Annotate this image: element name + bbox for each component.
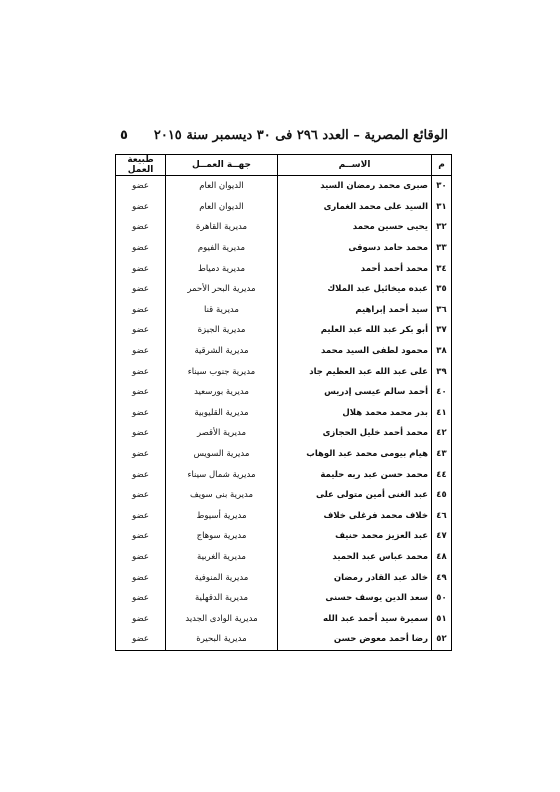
table-row: [116, 567, 452, 588]
cell-name: السيد على محمد الغمارى: [278, 197, 432, 218]
cell-entity: مديرية سوهاج: [166, 526, 278, 547]
cell-entity: مديرية البحيرة: [166, 629, 278, 650]
cell-num: ٤٢: [432, 423, 452, 444]
cell-num: ٤١: [432, 403, 452, 424]
gazette-title: الوقائع المصرية – العدد ٢٩٦ فى ٣٠ ديسمبر سنة ٢٠١٥: [153, 128, 448, 143]
cell-name: عبده ميخائيل عبد الملاك: [278, 279, 432, 300]
cell-nature: عضو: [116, 608, 166, 629]
cell-name: سعد الدين يوسف حسنى: [278, 588, 432, 609]
table-row: [116, 403, 452, 424]
cell-name: محمود لطفى السيد محمد: [278, 341, 432, 362]
cell-name: عبد الغنى أمين متولى على: [278, 485, 432, 506]
cell-entity: مديرية القاهرة: [166, 217, 278, 238]
cell-entity: مديرية الشرقية: [166, 341, 278, 362]
table-body: [116, 176, 452, 651]
cell-num: ٣٢: [432, 217, 452, 238]
cell-entity: مديرية البحر الأحمر: [166, 279, 278, 300]
table-row: [116, 547, 452, 568]
cell-name: سيد أحمد إبراهيم: [278, 300, 432, 321]
cell-nature: عضو: [116, 279, 166, 300]
cell-name: خلاف محمد فرغلى خلاف: [278, 506, 432, 527]
cell-num: ٣٠: [432, 176, 452, 197]
cell-num: ٣٧: [432, 320, 452, 341]
table-row: [116, 588, 452, 609]
table-row: [116, 485, 452, 506]
cell-nature: عضو: [116, 423, 166, 444]
cell-name: رضا أحمد معوض حسن: [278, 629, 432, 650]
cell-num: ٣٩: [432, 361, 452, 382]
cell-num: ٣٨: [432, 341, 452, 362]
cell-name: هيام بيومى محمد عبد الوهاب: [278, 444, 432, 465]
cell-nature: عضو: [116, 567, 166, 588]
table-row: [116, 217, 452, 238]
cell-num: ٤٩: [432, 567, 452, 588]
cell-entity: الديوان العام: [166, 197, 278, 218]
cell-name: أبو بكر عبد الله عبد العليم: [278, 320, 432, 341]
cell-entity: مديرية القليوبية: [166, 403, 278, 424]
cell-name: محمد حسن عبد ربه حليمة: [278, 464, 432, 485]
table-row: [116, 176, 452, 197]
cell-entity: مديرية قنا: [166, 300, 278, 321]
cell-nature: عضو: [116, 176, 166, 197]
table-row: [116, 361, 452, 382]
table-row: [116, 238, 452, 259]
cell-num: ٤٤: [432, 464, 452, 485]
cell-nature: عضو: [116, 361, 166, 382]
cell-num: ٥٢: [432, 629, 452, 650]
cell-entity: مديرية بورسعيد: [166, 382, 278, 403]
cell-num: ٣١: [432, 197, 452, 218]
cell-num: ٣٥: [432, 279, 452, 300]
column-header-name: الاســم: [278, 155, 432, 176]
table-row: [116, 464, 452, 485]
cell-num: ٤٣: [432, 444, 452, 465]
cell-nature: عضو: [116, 485, 166, 506]
cell-entity: مديرية الجيزة: [166, 320, 278, 341]
cell-nature: عضو: [116, 341, 166, 362]
cell-name: على عبد الله عبد العظيم جاد: [278, 361, 432, 382]
column-header-num: م: [432, 155, 452, 176]
cell-entity: مديرية الفيوم: [166, 238, 278, 259]
cell-name: سميرة سيد أحمد عبد الله: [278, 608, 432, 629]
table-row: [116, 506, 452, 527]
cell-num: ٣٤: [432, 258, 452, 279]
page-header: [118, 128, 448, 152]
cell-nature: عضو: [116, 629, 166, 650]
cell-num: ٣٣: [432, 238, 452, 259]
cell-nature: عضو: [116, 382, 166, 403]
table-row: [116, 197, 452, 218]
cell-entity: مديرية أسيوط: [166, 506, 278, 527]
cell-name: محمد أحمد خليل الحجازى: [278, 423, 432, 444]
cell-nature: عضو: [116, 403, 166, 424]
cell-num: ٤٠: [432, 382, 452, 403]
cell-nature: عضو: [116, 258, 166, 279]
page-number: ٥: [120, 128, 128, 143]
table-row: [116, 320, 452, 341]
members-table: [115, 154, 452, 651]
cell-entity: مديرية دمياط: [166, 258, 278, 279]
cell-num: ٥٠: [432, 588, 452, 609]
cell-nature: عضو: [116, 506, 166, 527]
cell-name: يحيى حسين محمد: [278, 217, 432, 238]
cell-name: محمد حامد دسوقى: [278, 238, 432, 259]
cell-nature: عضو: [116, 238, 166, 259]
cell-name: عبد العزيز محمد حنيف: [278, 526, 432, 547]
column-header-nature: طبيعة العمل: [116, 155, 166, 176]
table-row: [116, 300, 452, 321]
cell-entity: مديرية بنى سويف: [166, 485, 278, 506]
table-row: [116, 341, 452, 362]
table-row: [116, 629, 452, 650]
cell-entity: مديرية المنوفية: [166, 567, 278, 588]
table-row: [116, 423, 452, 444]
table-row: [116, 444, 452, 465]
cell-nature: عضو: [116, 464, 166, 485]
cell-name: محمد أحمد أحمد: [278, 258, 432, 279]
cell-num: ٥١: [432, 608, 452, 629]
cell-num: ٤٦: [432, 506, 452, 527]
cell-name: صبرى محمد رمضان السيد: [278, 176, 432, 197]
cell-entity: مديرية الوادى الجديد: [166, 608, 278, 629]
cell-num: ٤٨: [432, 547, 452, 568]
table-row: [116, 608, 452, 629]
table-row: [116, 258, 452, 279]
cell-entity: الديوان العام: [166, 176, 278, 197]
cell-name: بدر محمد محمد هلال: [278, 403, 432, 424]
cell-nature: عضو: [116, 547, 166, 568]
cell-nature: عضو: [116, 526, 166, 547]
table-row: [116, 279, 452, 300]
cell-entity: مديرية شمال سيناء: [166, 464, 278, 485]
cell-nature: عضو: [116, 217, 166, 238]
cell-num: ٤٥: [432, 485, 452, 506]
cell-entity: مديرية الغربية: [166, 547, 278, 568]
cell-entity: مديرية جنوب سيناء: [166, 361, 278, 382]
cell-nature: عضو: [116, 588, 166, 609]
cell-nature: عضو: [116, 197, 166, 218]
cell-nature: عضو: [116, 444, 166, 465]
cell-name: محمد عباس عبد الحميد: [278, 547, 432, 568]
cell-name: خالد عبد القادر رمضان: [278, 567, 432, 588]
cell-nature: عضو: [116, 320, 166, 341]
cell-name: أحمد سالم عيسى إدريس: [278, 382, 432, 403]
cell-num: ٣٦: [432, 300, 452, 321]
table-header-row: [116, 155, 452, 176]
table-row: [116, 526, 452, 547]
cell-entity: مديرية السويس: [166, 444, 278, 465]
column-header-entity: جهــة العمــل: [166, 155, 278, 176]
cell-entity: مديرية الدقهلية: [166, 588, 278, 609]
cell-num: ٤٧: [432, 526, 452, 547]
table-row: [116, 382, 452, 403]
cell-entity: مديرية الأقصر: [166, 423, 278, 444]
cell-nature: عضو: [116, 300, 166, 321]
